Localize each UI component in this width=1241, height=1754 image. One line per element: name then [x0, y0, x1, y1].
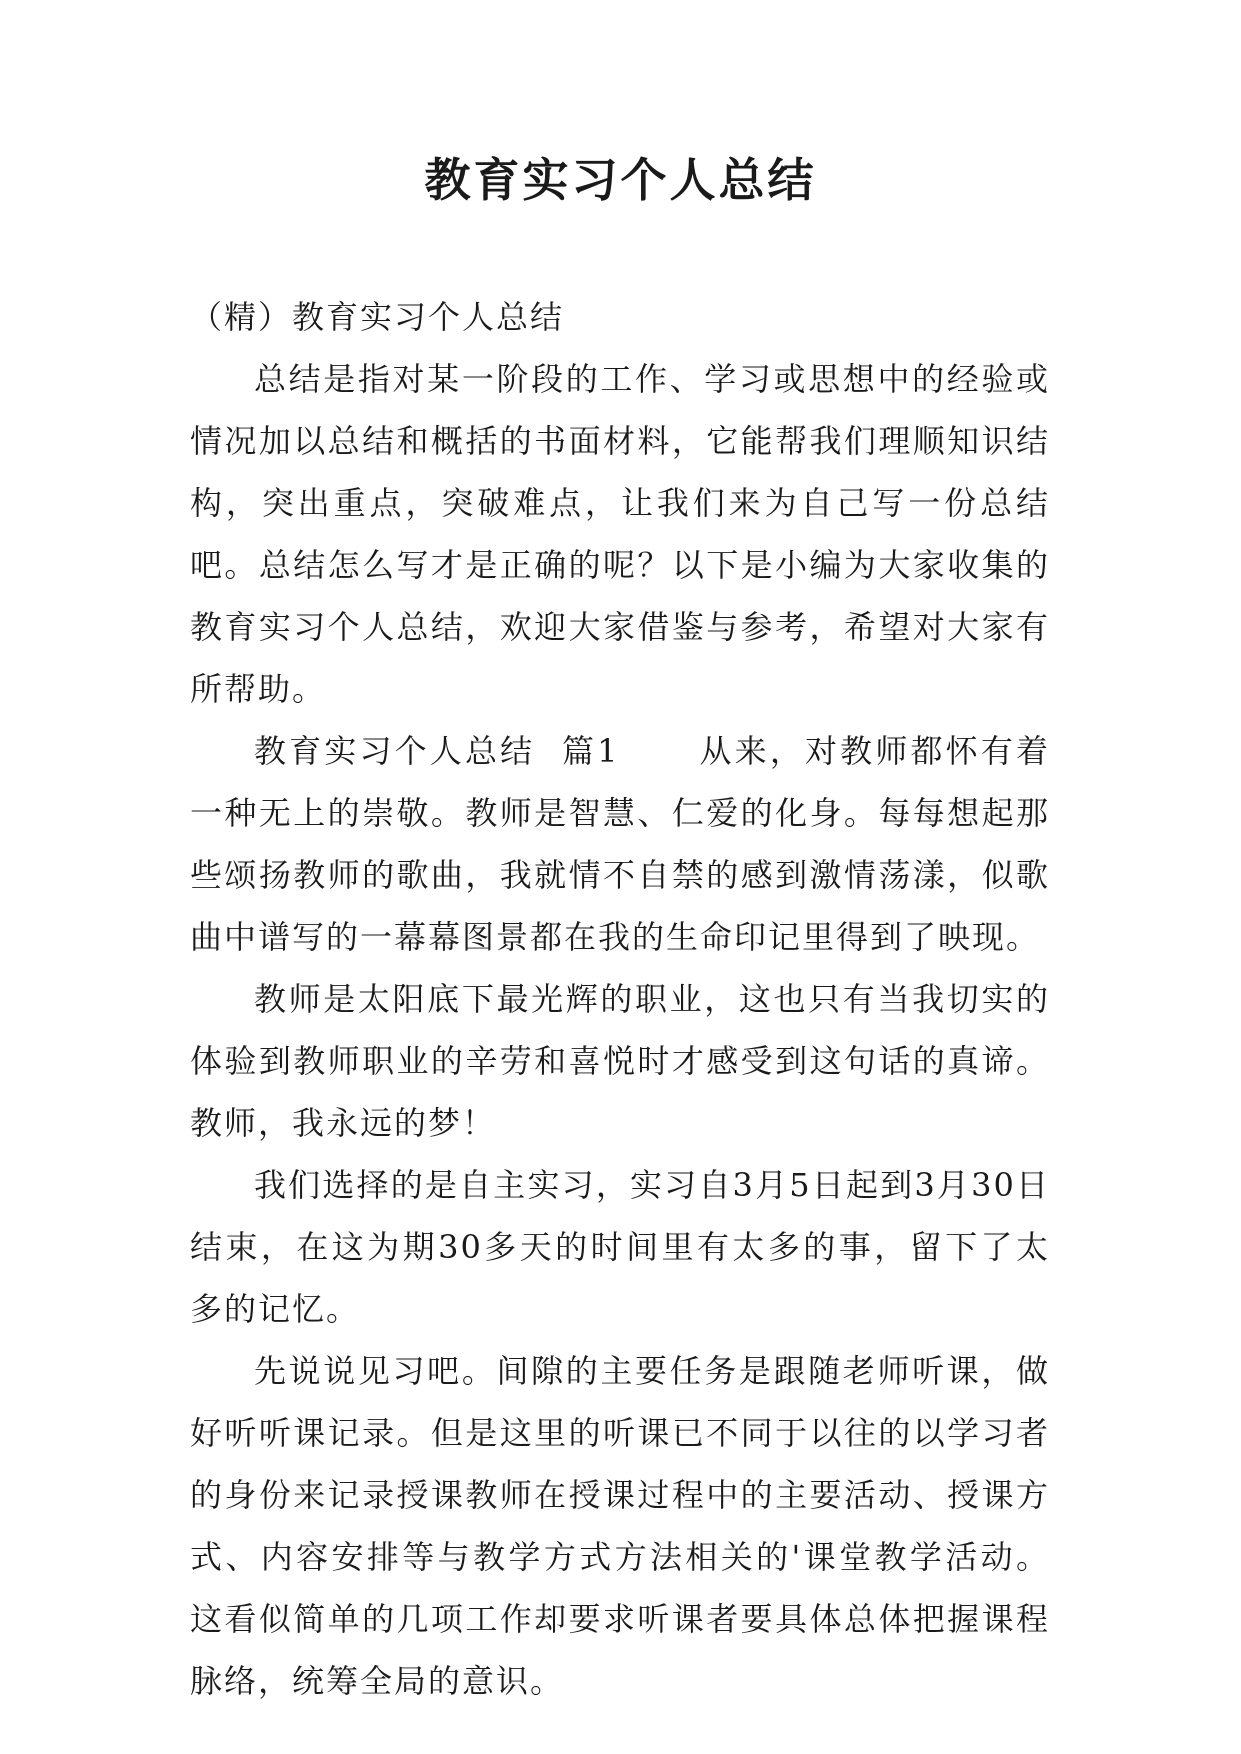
subtitle-line: （精）教育实习个人总结	[190, 298, 565, 336]
document-body	[190, 286, 1050, 1712]
paragraph-intro: 总结是指对某一阶段的工作、学习或思想中的经验或情况加以总结和概括的书面材料，它能帮我们理顺知识结构，突出重点，突破难点，让我们来为自己写一份总结吧。总结怎么写才是正确的呢？以下是小编为大家收集的教育实习个人总结，欢迎大家借鉴与参考，希望对大家有所帮助。	[190, 360, 1050, 708]
paragraph-teacher-career: 教师是太阳底下最光辉的职业，这也只有当我切实的体验到教师职业的辛劳和喜悦时才感受到这句话的真谛。教师，我永远的梦！	[190, 980, 1050, 1142]
paragraph-part1: 教育实习个人总结 篇1 从来，对教师都怀有着一种无上的崇敬。教师是智慧、仁爱的化身。每每想起那些颂扬教师的歌曲，我就情不自禁的感到激情荡漾，似歌曲中谱写的一幕幕图景都在我的生命印记里得到了映现。	[190, 732, 1050, 956]
paragraph-internship-dates: 我们选择的是自主实习，实习自3月5日起到3月30日结束，在这为期30多天的时间里有太多的事，留下了太多的记忆。	[190, 1166, 1050, 1328]
document-title: 教育实习个人总结	[424, 153, 817, 207]
paragraph-observation: 先说说见习吧。间隙的主要任务是跟随老师听课，做好听听课记录。但是这里的听课已不同于以往的以学习者的身份来记录授课教师在授课过程中的主要活动、授课方式、内容安排等与教学方式方法相关的'课堂教学活动。这看似简单的几项工作却要求听课者要具体总体把握课程脉络，统筹全局的意识。	[190, 1352, 1050, 1700]
